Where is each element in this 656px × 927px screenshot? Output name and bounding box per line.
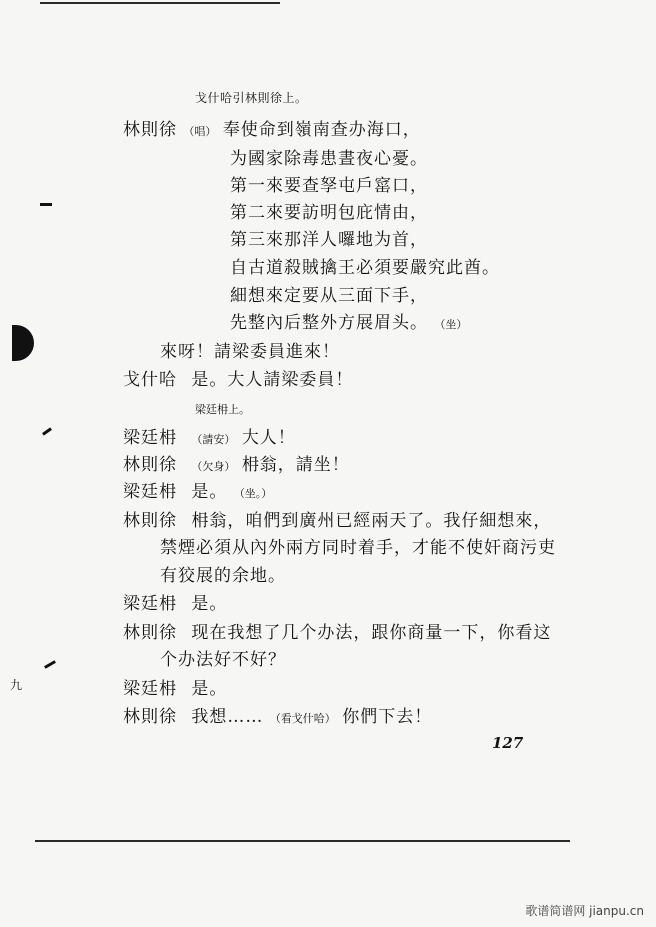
aria-line: 先整內后整外方展眉头。 [230, 313, 428, 333]
stage-note: （坐。） [233, 487, 273, 500]
dialogue-line [123, 594, 227, 614]
dialogue-text: 大人！ [241, 428, 296, 448]
speaker-name: 戈什哈 [123, 370, 177, 390]
dialogue-line [123, 707, 432, 729]
dialogue-text: 枏翁，咱們到廣州已經兩天了。我仔細想來， [191, 511, 552, 531]
aria-last-line [230, 313, 467, 335]
stage-note: （欠身） [191, 460, 236, 473]
top-rule [40, 2, 280, 4]
stage-note: （請安） [191, 433, 236, 446]
dialogue-line [123, 455, 350, 477]
call-line: 來呀！請梁委員進來！ [160, 342, 340, 362]
dialogue-line [123, 370, 353, 390]
stage-note: （坐） [434, 318, 468, 331]
stage-note: （看戈什哈） [269, 712, 336, 725]
dialogue-line [123, 511, 551, 531]
margin-mark: 九 [10, 678, 23, 692]
watermark: 歌谱简谱网 jianpu.cn [525, 904, 644, 918]
dialogue-line [123, 623, 551, 643]
page-number: 127 [492, 734, 524, 752]
margin-dash-mark [40, 203, 52, 206]
aria-line: 自古道殺賊擒王必須要嚴究此酋。 [230, 258, 500, 278]
speaker-name: 梁廷枏 [123, 482, 177, 502]
dialogue-continuation: 禁煙必須从內外兩方同时着手，才能不使奸商污吏 [160, 538, 556, 558]
margin-tick-mark-2 [44, 660, 56, 669]
aria-line: 細想來定要从三面下手， [230, 286, 428, 306]
aria-line: 第一來要查孥屯戶窰口， [230, 176, 428, 196]
aria-line: 第二來要訪明包庇情由， [230, 203, 428, 223]
speaker-name: 梁廷枏 [123, 594, 177, 614]
dialogue-text: 现在我想了几个办法，跟你商量一下，你看这 [191, 623, 552, 643]
speaker-name: 林則徐 [123, 120, 177, 140]
dialogue-text: 是。 [191, 482, 228, 502]
stage-direction: 戈什哈引林則徐上。 [195, 91, 308, 105]
bottom-rule [35, 840, 570, 842]
dialogue-text: 我想…… [191, 707, 264, 727]
stage-direction: 梁廷枏上。 [195, 403, 250, 416]
dialogue-text: 你們下去！ [342, 707, 433, 727]
dialogue-continuation: 个办法好不好？ [160, 650, 286, 670]
speaker-name: 梁廷枏 [123, 428, 177, 448]
dialogue-text: 是。大人請梁委員！ [191, 370, 354, 390]
speaker-name: 林則徐 [123, 623, 177, 643]
binding-hole-mark [12, 325, 34, 361]
speaker-name: 林則徐 [123, 707, 177, 727]
speaker-name: 梁廷枏 [123, 679, 177, 699]
dialogue-line [123, 482, 272, 504]
dialogue-text: 是。 [191, 594, 228, 614]
margin-tick-mark [42, 427, 52, 435]
aria-first-line [123, 120, 421, 142]
dialogue-text: 枏翁，請坐！ [241, 455, 350, 475]
stage-note: （唱） [183, 125, 217, 138]
dialogue-text: 是。 [191, 679, 228, 699]
dialogue-line [123, 428, 296, 450]
dialogue-continuation: 有狡展的余地。 [160, 566, 286, 586]
aria-line: 为國家除毒患晝夜心憂。 [230, 149, 428, 169]
speaker-name: 林則徐 [123, 455, 177, 475]
aria-line: 奉使命到嶺南查办海口， [222, 120, 421, 140]
dialogue-line [123, 679, 227, 699]
aria-line: 第三來那洋人囉地为首， [230, 230, 428, 250]
speaker-name: 林則徐 [123, 511, 177, 531]
